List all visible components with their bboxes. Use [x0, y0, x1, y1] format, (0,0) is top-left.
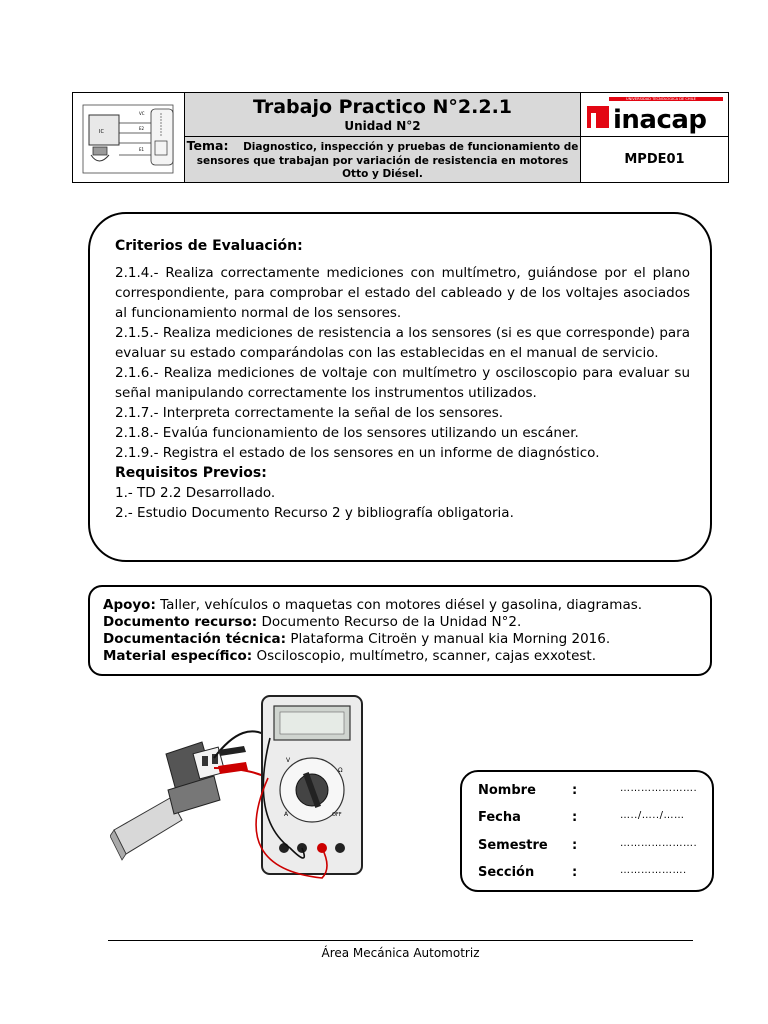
seccion-label: Sección [478, 865, 535, 880]
fecha-label: Fecha [478, 810, 521, 825]
unit-label: Unidad N°2 [344, 119, 421, 133]
tema-label: Tema: [186, 138, 229, 153]
semestre-field[interactable]: …………………. [620, 838, 698, 849]
fecha-row: Fecha : …../…../…… [478, 810, 685, 825]
course-code: MPDE01 [624, 152, 685, 167]
nombre-label: Nombre [478, 783, 536, 798]
footer-text: Área Mecánica Automotriz [321, 946, 480, 960]
tema-text: Diagnostico, inspección y pruebas de funcionamiento de sensores que trabajan por variación de resistencia en motores Otto y Diésel. [196, 141, 579, 180]
semestre-row: Semestre : …………………. [478, 838, 698, 853]
criteria-item: 2.1.4.- Realiza correctamente mediciones con multímetro, guiándose por el plano correspondiente, para comprobar el estado del cableado y de los voltajes asociados al funcionamiento normal de los sensores. [115, 265, 690, 321]
tema-cell [185, 137, 581, 182]
fecha-field[interactable]: …../…../…… [620, 810, 685, 821]
requisitos-heading: Requisitos Previos: [115, 465, 267, 481]
dial-label-ohm: Ω [338, 767, 343, 774]
criteria-heading: Criterios de Evaluación: [115, 238, 303, 254]
criteria-item: 2.1.7.- Interpreta correctamente la señal de los sensores. [115, 405, 504, 421]
sensor-illustration [110, 742, 225, 860]
svg-text:E1: E1 [139, 147, 145, 152]
seccion-field[interactable]: ………………. [620, 865, 687, 876]
criteria-item: 2.1.5.- Realiza mediciones de resistencia a los sensores (si es que corresponde) para evaluar su estado comparándolas con las establecidas en el manual de servicio. [115, 325, 690, 361]
criteria-item: 2.1.9.- Registra el estado de los sensores en un informe de diagnóstico. [115, 445, 600, 461]
multimeter-sensor-illustration [110, 690, 370, 910]
requisito-item: 1.- TD 2.2 Desarrollado. [115, 485, 276, 501]
dial-label-a: A [284, 811, 289, 818]
criteria-item: 2.1.8.- Evalúa funcionamiento de los sensores utilizando un escáner. [115, 425, 579, 441]
footer-divider [108, 940, 693, 941]
dial-label-off: OFF [332, 812, 342, 818]
svg-text:VC: VC [139, 111, 145, 116]
criteria-box [88, 212, 712, 562]
nombre-row: Nombre : …………………. [478, 783, 698, 798]
documento-recurso-line: Documento recurso: Documento Recurso de la Unidad N°2. [103, 614, 522, 630]
svg-text:E2: E2 [139, 126, 145, 131]
student-info-box [460, 770, 714, 892]
seccion-row: Sección : ………………. [478, 865, 687, 880]
inacap-logo [581, 93, 727, 136]
apoyo-box [88, 585, 712, 676]
apoyo-line: Apoyo: Taller, vehículos o maquetas con motores diésel y gasolina, diagramas. [103, 597, 643, 613]
documentacion-tecnica-line: Documentación técnica: Plataforma Citroën y manual kia Morning 2016. [103, 631, 611, 647]
criteria-item: 2.1.6.- Realiza mediciones de voltaje con multímetro y osciloscopio para evaluar su señal manipulando correctamente los instrumentos utilizados. [115, 365, 690, 401]
logo-tagline: UNIVERSIDAD TECNOLÓGICA DE CHILE [626, 97, 696, 102]
multimeter-illustration [262, 696, 362, 874]
header-table [72, 92, 729, 183]
sensor-circuit-diagram [73, 93, 185, 182]
dial-label-v: V [286, 757, 291, 764]
semestre-label: Semestre [478, 838, 548, 853]
page-title: Trabajo Practico N°2.2.1 [252, 96, 513, 118]
material-especifico-line: Material específico: Osciloscopio, multímetro, scanner, cajas exxotest. [103, 648, 596, 664]
requisito-item: 2.- Estudio Documento Recurso 2 y bibliografía obligatoria. [115, 505, 514, 521]
title-cell [185, 93, 581, 137]
logo-brand: inacap [613, 105, 707, 135]
logo-cell [581, 93, 728, 137]
nombre-field[interactable]: …………………. [620, 783, 698, 794]
svg-text:IC: IC [99, 129, 104, 135]
